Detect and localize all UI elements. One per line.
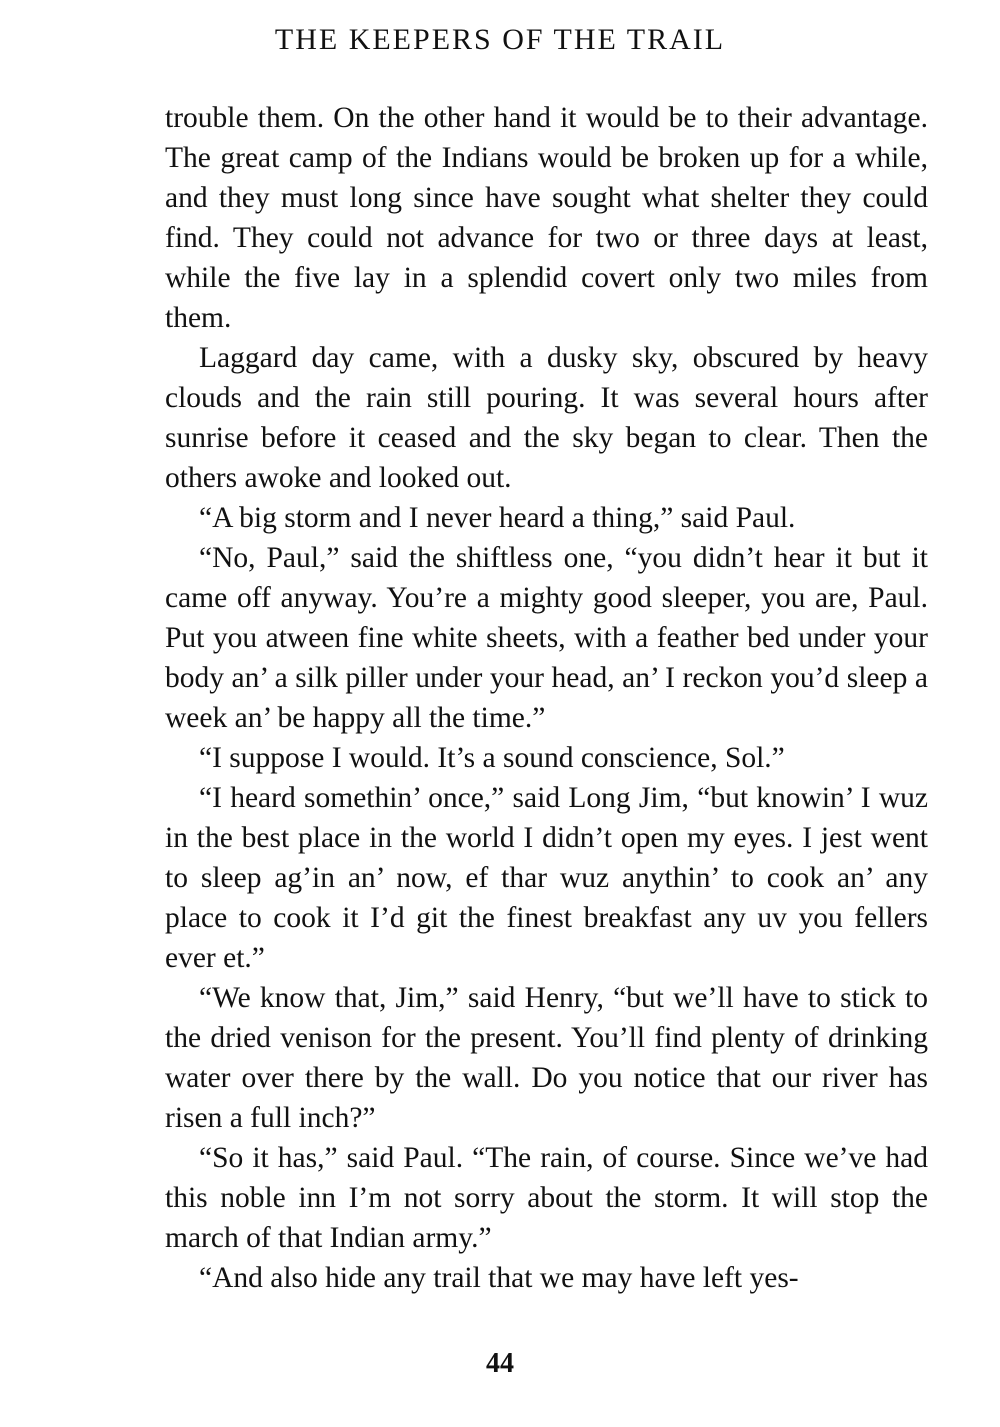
paragraph: Laggard day came, with a dusky sky, obscured by heavy clouds and the rain still pouring. It was several hours after sunrise before it ceased and the sky began to clear. Then the others awoke and looked out. bbox=[165, 342, 928, 494]
paragraph: “A big storm and I never heard a thing,” said Paul. bbox=[199, 502, 796, 534]
paragraph: “No, Paul,” said the shiftless one, “you didn’t hear it but it came off anyway. You’re a mighty good sleeper, you are, Paul. Put you atween fine white sheets, with a feather bed under your body an’ a silk piller under your head, an’ I reckon you’d sleep a week an’ be happy all the time.” bbox=[165, 542, 928, 734]
paragraph: trouble them. On the other hand it would be to their advantage. The great camp of the Indians would be broken up for a while, and they must long since have sought what shelter they could find. They could not advance for two or three days at least, while the five lay in a splendid covert only two miles from them. bbox=[165, 102, 928, 334]
paragraph: “And also hide any trail that we may have left yes- bbox=[199, 1262, 799, 1294]
paragraph: “I heard somethin’ once,” said Long Jim, “but knowin’ I wuz in the best place in the world I didn’t open my eyes. I jest went to sleep ag’in an’ now, ef thar wuz anythin’ to cook an’ any place to cook it I’d git the finest breakfast any uv you fellers ever et.” bbox=[165, 782, 928, 974]
paragraph: “I suppose I would. It’s a sound conscience, Sol.” bbox=[199, 742, 785, 774]
paragraph: “We know that, Jim,” said Henry, “but we’ll have to stick to the dried venison for the present. You’ll find plenty of drinking water over there by the wall. Do you notice that our river has risen a full inch?” bbox=[165, 982, 928, 1134]
paragraph: “So it has,” said Paul. “The rain, of course. Since we’ve had this noble inn I’m not sorry about the storm. It will stop the march of that Indian army.” bbox=[165, 1142, 928, 1254]
running-head: THE KEEPERS OF THE TRAIL bbox=[274, 23, 726, 56]
page-body bbox=[165, 98, 928, 1298]
page-number: 44 bbox=[486, 1348, 514, 1379]
